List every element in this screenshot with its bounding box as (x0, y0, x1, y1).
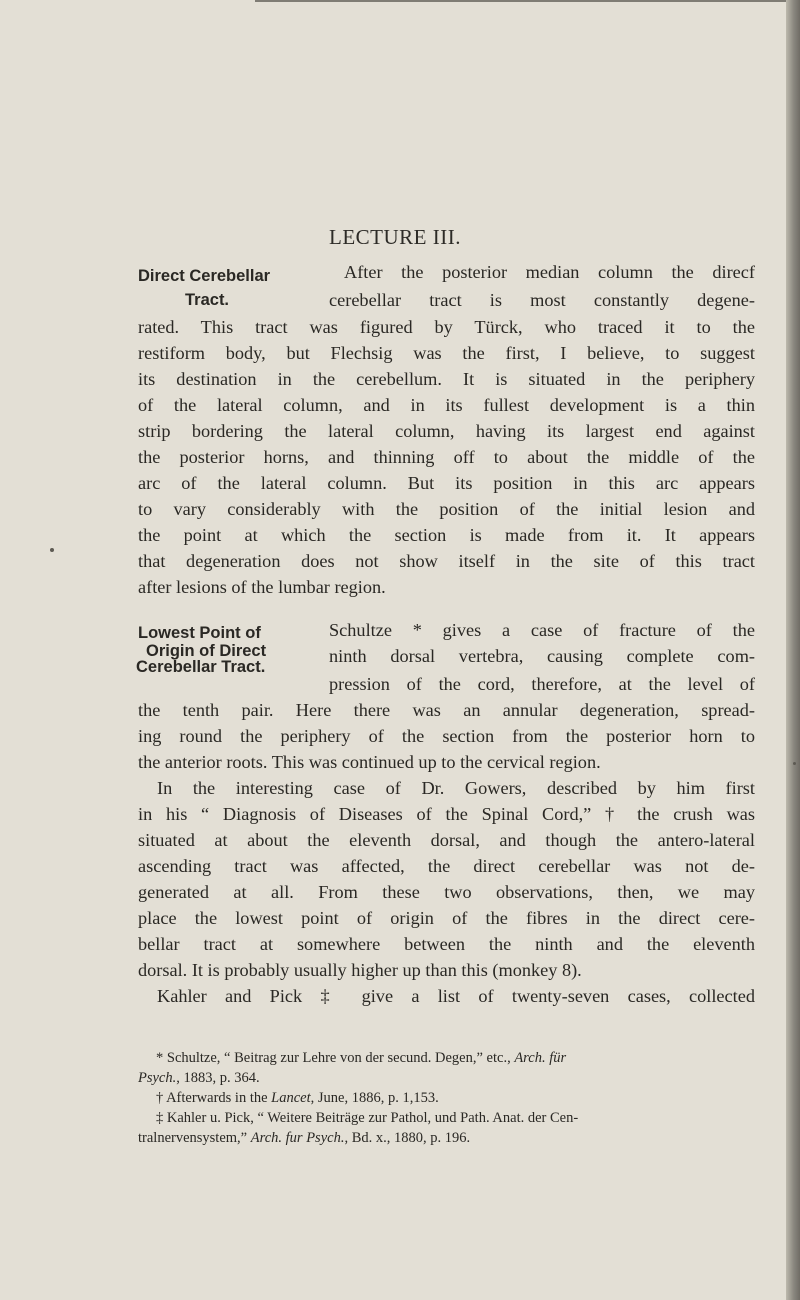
paragraph-line: that degeneration does not show itself in the site of this tract (138, 551, 755, 571)
paragraph-line: ing round the periphery of the section from the posterior horn to (138, 726, 755, 746)
paragraph-line: restiform body, but Flechsig was the first, I believe, to suggest (138, 343, 755, 363)
paragraph-line: of the lateral column, and in its fullest development is a thin (138, 395, 755, 415)
sidehead-cerebellar-tract: Cerebellar Tract. (136, 658, 266, 676)
paragraph-line: pression of the cord, therefore, at the level of (329, 674, 755, 694)
paragraph-line: situated at about the eleventh dorsal, and though the antero-lateral (138, 830, 755, 850)
footnote-3: ‡ Kahler u. Pick, “ Weitere Beiträge zur Pathol, und Path. Anat. der Cen- (156, 1110, 579, 1126)
running-head: LECTURE III. (329, 225, 461, 249)
paragraph-line: dorsal. It is probably usually higher up than this (monkey 8). (138, 960, 582, 980)
margin-speck (50, 548, 54, 552)
paragraph-line: rated. This tract was figured by Türck, who traced it to the (138, 317, 755, 337)
body-text-block-1 (138, 314, 755, 600)
page-top-border (255, 0, 790, 2)
body-text-block-2 (138, 697, 755, 1009)
paragraph-line: strip bordering the lateral column, having its largest end against (138, 421, 755, 441)
paragraph-line: after lesions of the lumbar region. (138, 577, 386, 597)
paragraph-line: cerebellar tract is most constantly degene- (329, 290, 755, 310)
paragraph-line: ascending tract was affected, the direct cerebellar was not de- (138, 856, 755, 876)
paragraph-line: in his “ Diagnosis of Diseases of the Spinal Cord,” † the crush was (138, 804, 755, 824)
sidehead-tract: Tract. (185, 291, 230, 309)
paragraph-line: Kahler and Pick ‡ give a list of twenty-seven cases, collected (157, 986, 755, 1006)
paragraph-line: its destination in the cerebellum. It is situated in the periphery (138, 369, 755, 389)
paragraph-line: the posterior horns, and thinning off to about the middle of the (138, 447, 755, 467)
paragraph-line: the tenth pair. Here there was an annular degeneration, spread- (138, 700, 755, 720)
paragraph-line: In the interesting case of Dr. Gowers, described by him first (157, 778, 755, 798)
footnote-3-continued: tralnervensystem,” Arch. fur Psych., Bd. x., 1880, p. 196. (138, 1130, 471, 1146)
paragraph-line: After the posterior median column the direcf (344, 262, 755, 282)
sidehead-direct-cerebellar: Direct Cerebellar (138, 267, 271, 285)
paragraph-line: to vary considerably with the position of the initial lesion and (138, 499, 755, 519)
paragraph-line: bellar tract at somewhere between the ninth and the eleventh (138, 934, 755, 954)
paragraph-line: arc of the lateral column. But its position in this arc appears (138, 473, 755, 493)
sidehead-lowest-point: Lowest Point of (138, 624, 261, 642)
sidehead-origin: Origin of Direct (146, 642, 267, 660)
footnote-2: † Afterwards in the Lancet, June, 1886, p. 1,153. (156, 1090, 439, 1106)
paragraph-line: generated at all. From these two observations, then, we may (138, 882, 755, 902)
footnotes (138, 1048, 755, 1148)
paragraph-line: Schultze * gives a case of fracture of the (329, 620, 755, 640)
footnote-1: * Schultze, “ Beitrag zur Lehre von der secund. Degen,” etc., Arch. für (156, 1050, 567, 1066)
paragraph-line: ninth dorsal vertebra, causing complete com- (329, 646, 755, 666)
paragraph-line: the point at which the section is made from it. It appears (138, 525, 755, 545)
page-edge (786, 0, 800, 1300)
paragraph-line: place the lowest point of origin of the fibres in the direct cere- (138, 908, 755, 928)
paragraph-line: the anterior roots. This was continued up to the cervical region. (138, 752, 601, 772)
margin-speck-right (793, 762, 796, 765)
footnote-1-continued: Psych., 1883, p. 364. (138, 1070, 260, 1086)
